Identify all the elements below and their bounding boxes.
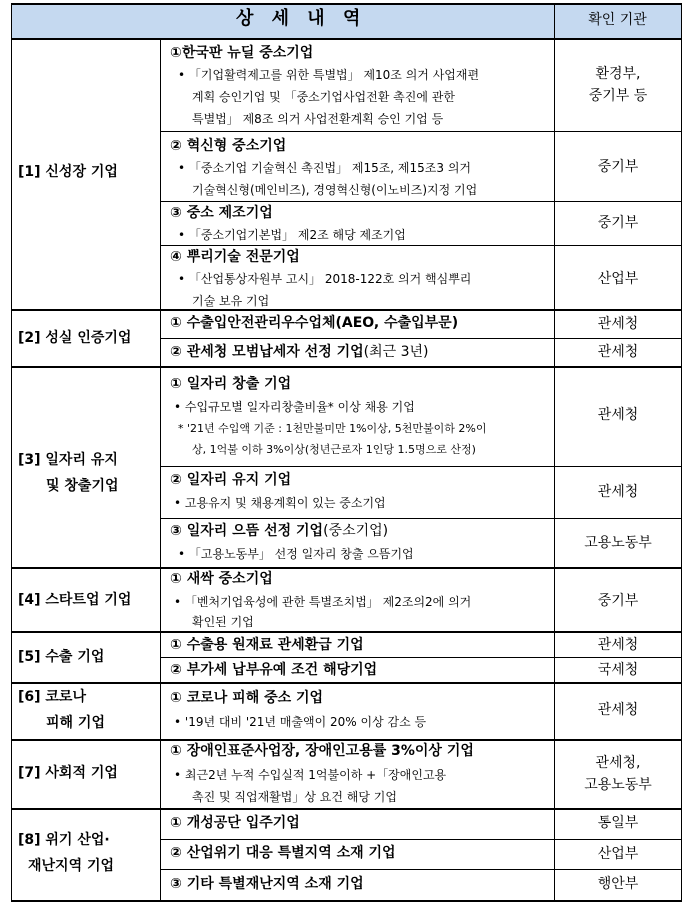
row-divider <box>160 466 682 467</box>
section-label-certified: [2] 성실 인증기업 <box>18 330 132 346</box>
item-detail: 계획 승인기업 및 「중소기업사업전환 촉진에 관한 <box>192 90 455 104</box>
item-detail: • 「중소기업 기술혁신 촉진법」 제15조, 제15조3 의거 <box>178 161 472 175</box>
item-title: ① 개성공단 입주기업 <box>170 815 300 831</box>
item-title-suffix: (중소기업) <box>323 523 389 539</box>
section-label-startup: [4] 스타트업 기업 <box>18 592 132 608</box>
section-divider <box>11 567 682 569</box>
item-title-suffix: (최근 3년) <box>363 344 429 360</box>
agency: 산업부 <box>597 846 639 862</box>
agency: 행안부 <box>597 876 639 892</box>
item-detail: • 「벤처기업육성에 관한 특별조치법」 제2조의2에 의거 <box>174 595 472 609</box>
table-bottom-border <box>11 900 682 902</box>
item-detail: • 「산업통상자원부 고시」 2018-122호 의거 핵심뿌리 <box>178 272 472 286</box>
table-top-border <box>11 3 682 5</box>
agency: 관세청 <box>597 344 639 360</box>
agency: 국세청 <box>597 662 639 678</box>
category-column-divider <box>160 39 161 901</box>
agency: 관세청 <box>597 316 639 332</box>
section-divider <box>11 366 682 368</box>
agency: 관세청 <box>597 484 639 500</box>
section-label-export: [5] 수출 기업 <box>18 649 105 665</box>
item-title: ④ 뿌리기술 전문기업 <box>170 249 300 265</box>
item-detail: 기술 보유 기업 <box>192 294 270 308</box>
item-detail: • 수입규모별 일자리창출비율* 이상 채용 기업 <box>174 400 415 414</box>
item-detail: • '19년 대비 '21년 매출액이 20% 이상 감소 등 <box>174 715 427 729</box>
agency: 통일부 <box>597 815 639 831</box>
agency: 관세청 <box>597 702 639 718</box>
agency: 중기부 <box>597 215 639 231</box>
item-title: ② 부가세 납부유예 조건 해당기업 <box>170 662 378 678</box>
item-title: ① 수출입안전관리우수업체(AEO, 수출입부문) <box>170 315 459 331</box>
item-note: * '21년 수입액 기준 : 1천만불미만 1%이상, 5천만불이하 2%이 <box>178 422 487 435</box>
item-title: ② 혁신형 중소기업 <box>170 138 287 154</box>
section-label-social: [7] 사회적 기업 <box>18 765 118 781</box>
section-label-covid: [6] 코로나 <box>18 689 86 705</box>
agency: 중기부 <box>597 593 639 609</box>
item-title: ② 산업위기 대응 특별지역 소재 기업 <box>170 845 396 861</box>
section-label-crisis: [8] 위기 산업· <box>18 832 110 848</box>
section-divider <box>11 631 682 633</box>
item-detail: • 「고용노동부」 선정 일자리 창출 으뜸기업 <box>178 547 414 561</box>
item-detail: 확인된 기업 <box>192 615 254 629</box>
item-title <box>170 523 388 540</box>
row-divider <box>160 839 682 840</box>
agency: 산업부 <box>597 271 639 287</box>
item-detail: 기술혁신형(메인비즈), 경영혁신형(이노비즈)지정 기업 <box>192 183 478 197</box>
header-bottom-border <box>11 38 682 40</box>
item-title: ① 일자리 창출 기업 <box>170 376 292 392</box>
item-title-main: ② 관세청 모범납세자 선정 기업 <box>170 344 364 360</box>
item-title: ① 수출용 원재료 관세환급 기업 <box>170 637 364 653</box>
section-divider <box>11 682 682 684</box>
row-divider <box>160 201 682 202</box>
row-divider <box>160 338 682 339</box>
item-detail: 촉진 및 직업재활법」상 요건 해당 기업 <box>192 790 397 804</box>
agency: 고용노동부 <box>584 535 652 551</box>
item-detail: • 고용유지 및 채용계획이 있는 중소기업 <box>174 496 386 510</box>
item-detail: • 「중소기업기본법」 제2조 해당 제조기업 <box>178 228 406 242</box>
item-title: ③ 기타 특별재난지역 소재 기업 <box>170 876 364 892</box>
agency: 관세청 <box>597 407 639 423</box>
table-left-border <box>11 3 12 902</box>
item-detail: • 최근2년 누적 수입실적 1억불이하 +「장애인고용 <box>174 768 447 782</box>
item-title: ① 장애인표준사업장, 장애인고용률 3%이상 기업 <box>170 743 474 759</box>
agency: 관세청 <box>597 637 639 653</box>
row-divider <box>160 131 682 132</box>
item-title: ③ 중소 제조기업 <box>170 205 273 221</box>
header-detail-label: 상 세 내 역 <box>236 8 367 29</box>
agency: 고용노동부 <box>584 777 652 793</box>
item-title: ② 일자리 유지 기업 <box>170 472 292 488</box>
row-divider <box>160 245 682 246</box>
section-divider <box>11 808 682 810</box>
agency: 관세청, <box>595 755 641 771</box>
section-divider <box>11 309 682 311</box>
row-divider <box>160 869 682 870</box>
item-title: ① 새싹 중소기업 <box>170 571 273 587</box>
section-label-jobs-line2: 및 창출기업 <box>46 478 119 494</box>
item-title <box>170 344 429 361</box>
item-detail: 특별법」 제8조 의거 사업전환계획 승인 기업 등 <box>192 112 444 126</box>
section-divider <box>11 739 682 741</box>
item-detail: • 「기업활력제고를 위한 특별법」 제10조 의거 사업재편 <box>178 68 480 82</box>
section-label-new-growth: [1] 신성장 기업 <box>18 164 118 180</box>
agency: 중기부 <box>597 159 639 175</box>
section-label-crisis-line2: 재난지역 기업 <box>28 858 115 874</box>
item-title: ①한국판 뉴딜 중소기업 <box>170 45 314 61</box>
agency: 환경부, <box>595 66 641 82</box>
row-divider <box>160 518 682 519</box>
header-agency-label: 확인 기관 <box>588 12 647 28</box>
section-label-covid-line2: 피해 기업 <box>46 715 105 731</box>
agency: 중기부 등 <box>588 88 648 104</box>
item-title-main: ③ 일자리 으뜸 선정 기업 <box>170 523 324 539</box>
item-note: 상, 1억불 이하 3%이상(청년근로자 1인당 1.5명으로 산정) <box>192 443 476 456</box>
section-label-jobs: [3] 일자리 유지 <box>18 452 118 468</box>
item-title: ① 코로나 피해 중소 기업 <box>170 690 324 706</box>
row-divider <box>160 657 682 658</box>
